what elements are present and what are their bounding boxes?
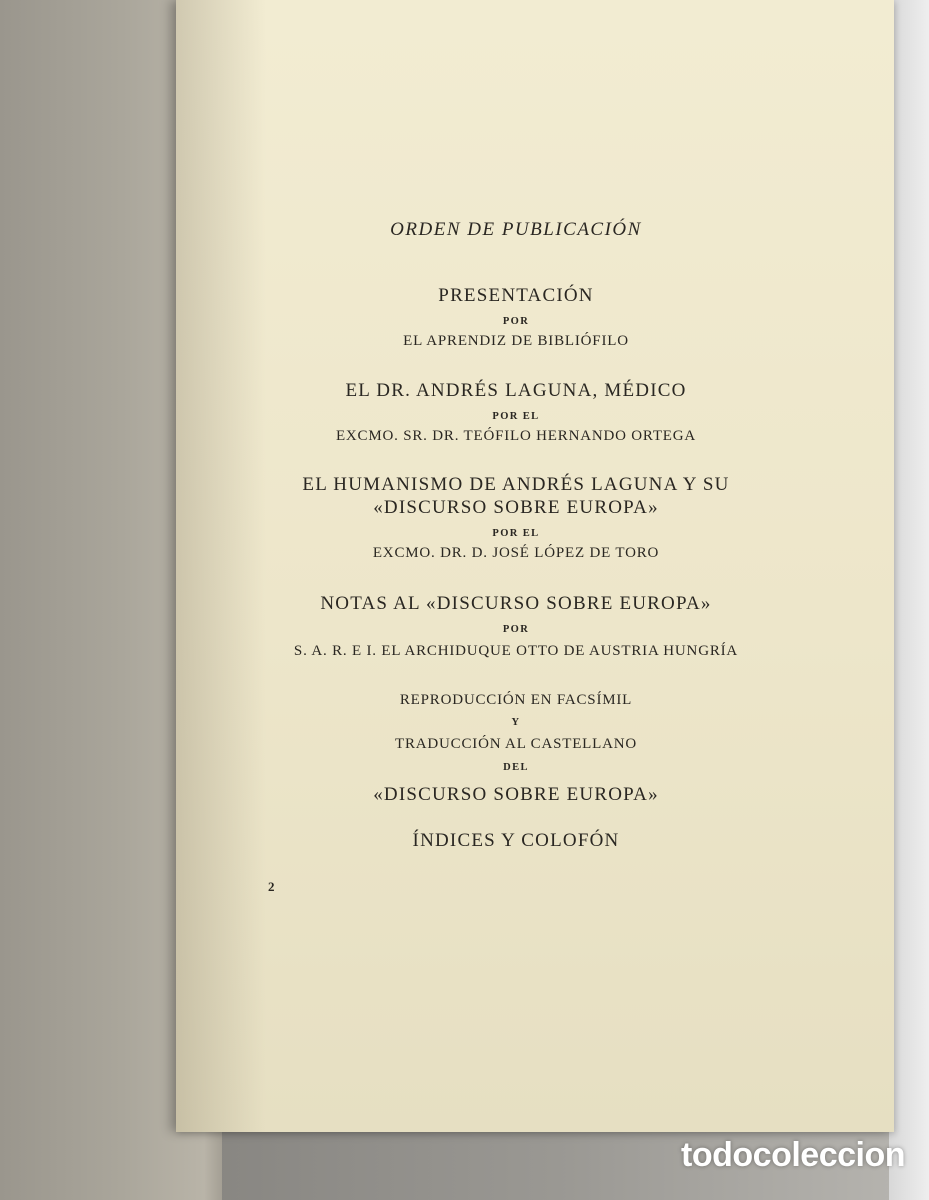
page-title: ORDEN DE PUBLICACIÓN	[390, 219, 642, 240]
section-by: POR EL	[492, 528, 540, 539]
section-author: EXCMO. SR. DR. TEÓFILO HERNANDO ORTEGA	[335, 428, 697, 444]
section-by: POR	[502, 316, 530, 327]
section-line: REPRODUCCIÓN EN FACSÍMIL	[399, 692, 633, 708]
book-page	[176, 0, 894, 1132]
page-shadow	[176, 0, 266, 1132]
section-line: «DISCURSO SOBRE EUROPA»	[373, 784, 659, 805]
section-heading: ÍNDICES Y COLOFÓN	[412, 830, 620, 851]
section-heading: EL HUMANISMO DE ANDRÉS LAGUNA Y SU	[302, 474, 730, 495]
section-heading: PRESENTACIÓN	[438, 285, 594, 306]
section-by: POR EL	[492, 411, 540, 422]
section-author: EXCMO. DR. D. JOSÉ LÓPEZ DE TORO	[372, 545, 660, 561]
section-line: DEL	[503, 762, 529, 773]
section-author: EL APRENDIZ DE BIBLIÓFILO	[403, 333, 629, 349]
section-by: POR	[502, 624, 530, 635]
section-heading: NOTAS AL «DISCURSO SOBRE EUROPA»	[320, 593, 712, 614]
section-line: TRADUCCIÓN AL CASTELLANO	[395, 736, 637, 752]
section-heading: «DISCURSO SOBRE EUROPA»	[373, 497, 659, 518]
section-author: S. A. R. E I. EL ARCHIDUQUE OTTO DE AUSTRIA HUNGRÍA	[293, 643, 739, 659]
section-line: Y	[511, 717, 521, 728]
watermark-logo: todocoleccion	[681, 1136, 905, 1174]
section-heading: EL DR. ANDRÉS LAGUNA, MÉDICO	[345, 380, 687, 401]
page-number: 2	[268, 879, 275, 894]
cloth-background	[889, 0, 929, 1200]
